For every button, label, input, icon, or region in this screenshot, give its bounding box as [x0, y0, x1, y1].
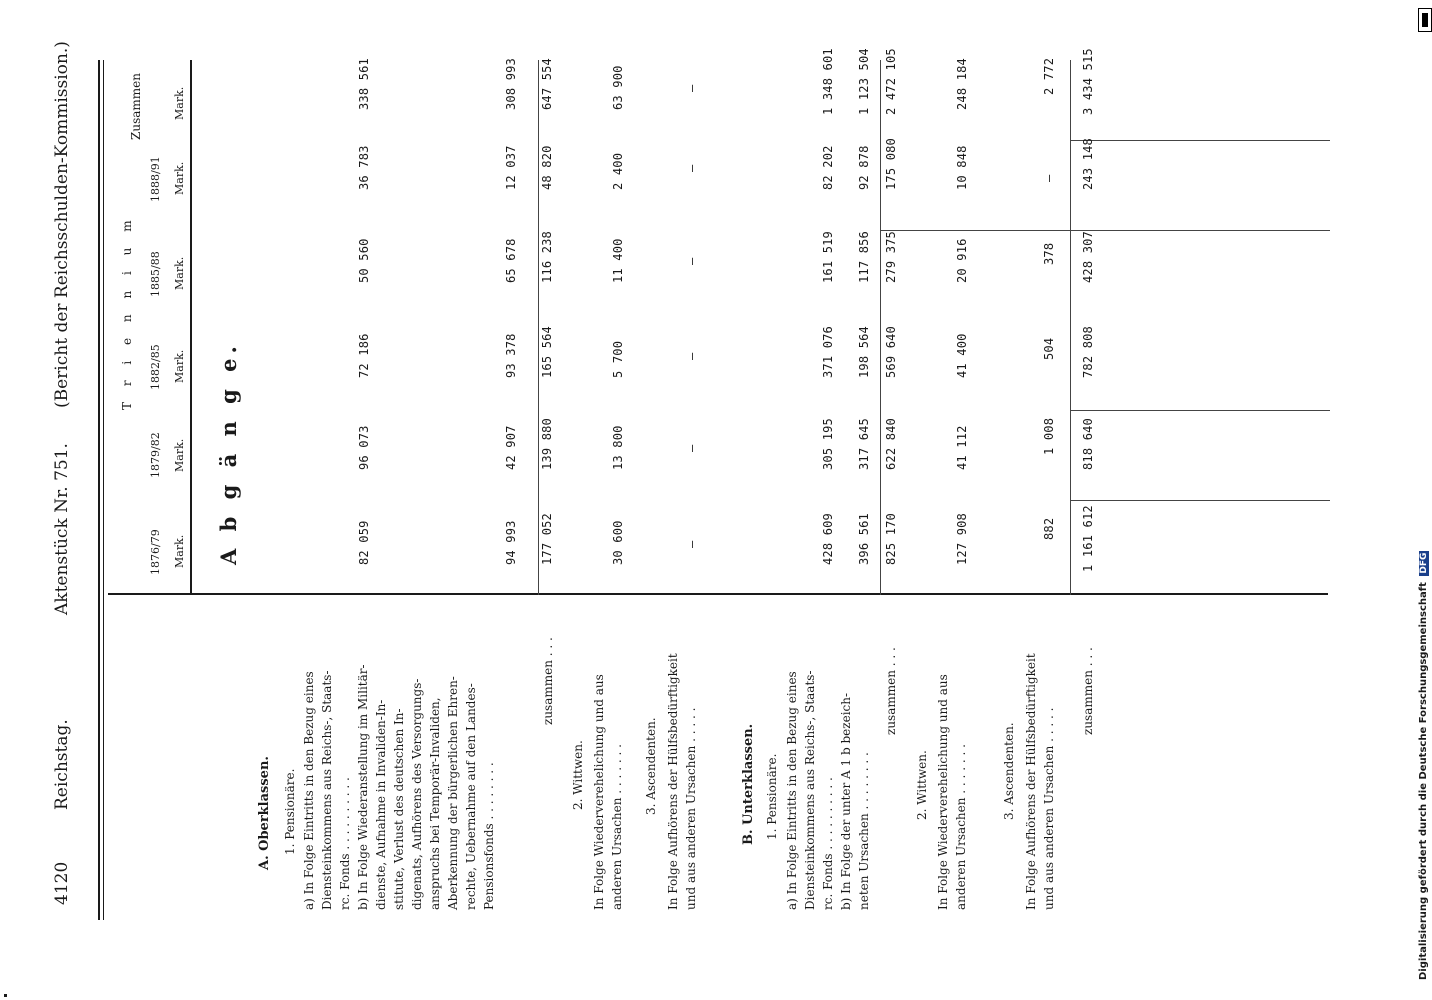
value-cell: 1 123 504 [857, 48, 871, 115]
value-cell: — [685, 352, 699, 360]
parliament-label: Reichstag. [52, 719, 72, 810]
value-cell: 882 [1042, 517, 1056, 540]
a3-text: In Folge Aufhörens der Hülfsbedürftigkeit [666, 653, 680, 910]
period-1888: 1888/91 [149, 156, 162, 202]
header-rule [98, 60, 100, 920]
value-cell: 198 564 [857, 326, 871, 378]
sum-cell: 177 052 [540, 513, 554, 565]
b2-text: In Folge Wiederverehelichung und aus [936, 674, 950, 910]
a1b-text: stitute, Verlust des deutschen In- [392, 708, 406, 910]
value-cell: — [685, 257, 699, 265]
a1b-text: Aberkennung der bürgerlichen Ehren- [446, 676, 460, 910]
sum-rule [880, 60, 881, 595]
value-cell: 41 112 [955, 425, 969, 470]
value-cell: 96 073 [357, 425, 371, 470]
column-divider [880, 230, 1330, 231]
scan-dot [4, 994, 7, 997]
document-label: Aktenstück Nr. 751. [52, 443, 72, 615]
unit-label: Mark. [173, 349, 186, 383]
a2-heading: 2. Wittwen. [571, 740, 585, 810]
value-cell: 30 600 [611, 520, 625, 565]
value-cell: 82 059 [357, 520, 371, 565]
unit-label: Mark. [173, 86, 186, 120]
grand-total-label: zusammen . . . [1081, 647, 1095, 735]
b1a-text: Diensteinkommens aus Reichs-, Staats- [803, 670, 817, 910]
sum-cell: 165 564 [540, 326, 554, 378]
b3-text: und aus anderen Ursachen . . . . . [1042, 707, 1056, 910]
sum-cell: 175 080 [884, 138, 898, 190]
column-divider [1070, 410, 1330, 411]
value-cell: 317 645 [857, 418, 871, 470]
value-cell: — [685, 84, 699, 92]
value-cell: 72 186 [357, 333, 371, 378]
value-cell: — [1042, 174, 1056, 182]
value-cell: 94 993 [504, 520, 518, 565]
digitization-note [1418, 551, 1429, 980]
sum-cell: 116 238 [540, 231, 554, 283]
sum-cell: 2 472 105 [884, 48, 898, 115]
value-cell: 13 800 [611, 425, 625, 470]
value-cell: 504 [1042, 337, 1056, 360]
b1b-text: neten Ursachen . . . . . . . . [857, 752, 871, 910]
sum-cell: 48 820 [540, 145, 554, 190]
b2-text: anderen Ursachen . . . . . . . [954, 744, 968, 910]
a2-text: In Folge Wiederverehelichung und aus [592, 674, 606, 910]
value-cell: — [685, 444, 699, 452]
period-1879: 1879/82 [149, 432, 162, 478]
value-cell: 378 [1042, 242, 1056, 265]
value-cell: 2 400 [611, 152, 625, 190]
value-cell: 161 519 [821, 231, 835, 283]
section-a: A. Oberklassen. [257, 756, 272, 870]
unit-label: Mark. [173, 534, 186, 568]
value-cell: 11 400 [611, 238, 625, 283]
a1a-text: Diensteinkommens aus Reichs-, Staats- [320, 670, 334, 910]
header-rule-thin [103, 60, 104, 920]
value-cell: 63 900 [611, 65, 625, 110]
b1a-text: a) In Folge Eintritts in den Bezug eines [785, 671, 799, 910]
b3-text: In Folge Aufhörens der Hülfsbedürftigkeit [1024, 653, 1038, 910]
total-cell: 818 640 [1081, 418, 1095, 470]
a3-heading: 3. Ascendenten. [644, 717, 658, 815]
registration-mark [1418, 8, 1432, 32]
value-cell: 50 560 [357, 238, 371, 283]
b1-sum-label: zusammen . . . [884, 647, 898, 735]
value-cell: 20 916 [955, 238, 969, 283]
total-cell: 428 307 [1081, 231, 1095, 283]
sum-rule [538, 60, 539, 595]
value-cell: — [685, 540, 699, 548]
sum-cell: 569 640 [884, 326, 898, 378]
a1b-text: rechte, Uebernahme auf den Landes- [464, 683, 478, 910]
a1-sum-label: zusammen . . . [541, 637, 555, 725]
triennium-label: T r i e n n i u m [120, 214, 134, 410]
unit-label: Mark. [173, 161, 186, 195]
unit-label: Mark. [173, 438, 186, 472]
section-title: A b g ä n g e. [216, 341, 241, 565]
sum-cell: 139 880 [540, 418, 554, 470]
a3-text: und aus anderen Ursachen . . . . . [684, 707, 698, 910]
sum-cell: 622 840 [884, 418, 898, 470]
sum-cell: 279 375 [884, 231, 898, 283]
a1a-text: rc. Fonds . . . . . . . . . . [338, 777, 352, 910]
total-cell: 3 434 515 [1081, 48, 1095, 115]
value-cell: 42 907 [504, 425, 518, 470]
a1b-text: anspruchs bei Temporär-Invaliden, [428, 697, 442, 910]
value-cell: 127 908 [955, 513, 969, 565]
value-cell: 1 008 [1042, 417, 1056, 455]
value-cell: 117 856 [857, 231, 871, 283]
sum-rule [1070, 60, 1071, 595]
period-1882: 1882/85 [149, 344, 162, 390]
value-cell: 82 202 [821, 145, 835, 190]
sum-cell: 825 170 [884, 513, 898, 565]
value-cell: 338 561 [357, 58, 371, 110]
total-column-label: Zusammen [129, 73, 143, 140]
period-1885: 1885/88 [149, 251, 162, 297]
unit-label: Mark. [173, 256, 186, 290]
value-cell: 248 184 [955, 58, 969, 110]
a1b-text: digenats, Aufhörens des Versorgungs- [410, 678, 424, 910]
value-cell: 92 878 [857, 145, 871, 190]
a1b-text: dienste, Aufnahme in Invaliden-In- [374, 699, 388, 910]
digitization-text: Digitalisierung gefördert durch die Deutsche Forschungsgemeinschaft [1418, 582, 1429, 980]
total-cell: 1 161 612 [1081, 505, 1095, 572]
total-cell: 782 808 [1081, 326, 1095, 378]
a1b-text: b) In Folge Wiederanstellung im Militär- [356, 664, 370, 910]
value-cell: 2 772 [1042, 57, 1056, 95]
column-divider [1070, 140, 1330, 141]
document-subtitle: (Bericht der Reichsschulden-Kommission.) [52, 41, 72, 408]
a1a-text: a) In Folge Eintritts in den Bezug eines [302, 671, 316, 910]
page-number: 4120 [52, 861, 72, 905]
dfg-logo: DFG [1419, 552, 1429, 574]
value-cell: 93 378 [504, 333, 518, 378]
b1-heading: 1. Pensionäre. [765, 753, 779, 840]
value-cell: — [685, 164, 699, 172]
value-cell: 12 037 [504, 145, 518, 190]
value-cell: 36 783 [357, 145, 371, 190]
period-1876: 1876/79 [149, 529, 162, 575]
b2-heading: 2. Wittwen. [915, 750, 929, 820]
sum-cell: 647 554 [540, 58, 554, 110]
b1b-text: b) In Folge der unter A 1 b bezeich- [839, 692, 853, 910]
value-cell: 41 400 [955, 333, 969, 378]
value-cell: 5 700 [611, 340, 625, 378]
value-cell: 10 848 [955, 145, 969, 190]
value-cell: 396 561 [857, 513, 871, 565]
a2-text: anderen Ursachen . . . . . . . [610, 744, 624, 910]
section-b: B. Unterklassen. [741, 723, 756, 845]
total-cell: 243 148 [1081, 138, 1095, 190]
value-cell: 65 678 [504, 238, 518, 283]
column-divider [1070, 500, 1330, 501]
b3-heading: 3. Ascendenten. [1002, 722, 1016, 820]
value-cell: 305 195 [821, 418, 835, 470]
value-cell: 428 609 [821, 513, 835, 565]
value-cell: 1 348 601 [821, 48, 835, 115]
column-header-bottom-rule [190, 60, 192, 595]
a1-heading: 1. Pensionäre. [283, 768, 297, 855]
b1a-text: rc. Fonds . . . . . . . . . . [821, 777, 835, 910]
a1b-text: Pensionsfonds . . . . . . . . [482, 762, 496, 910]
column-header-rule [108, 593, 1328, 595]
value-cell: 371 076 [821, 326, 835, 378]
value-cell: 308 993 [504, 58, 518, 110]
